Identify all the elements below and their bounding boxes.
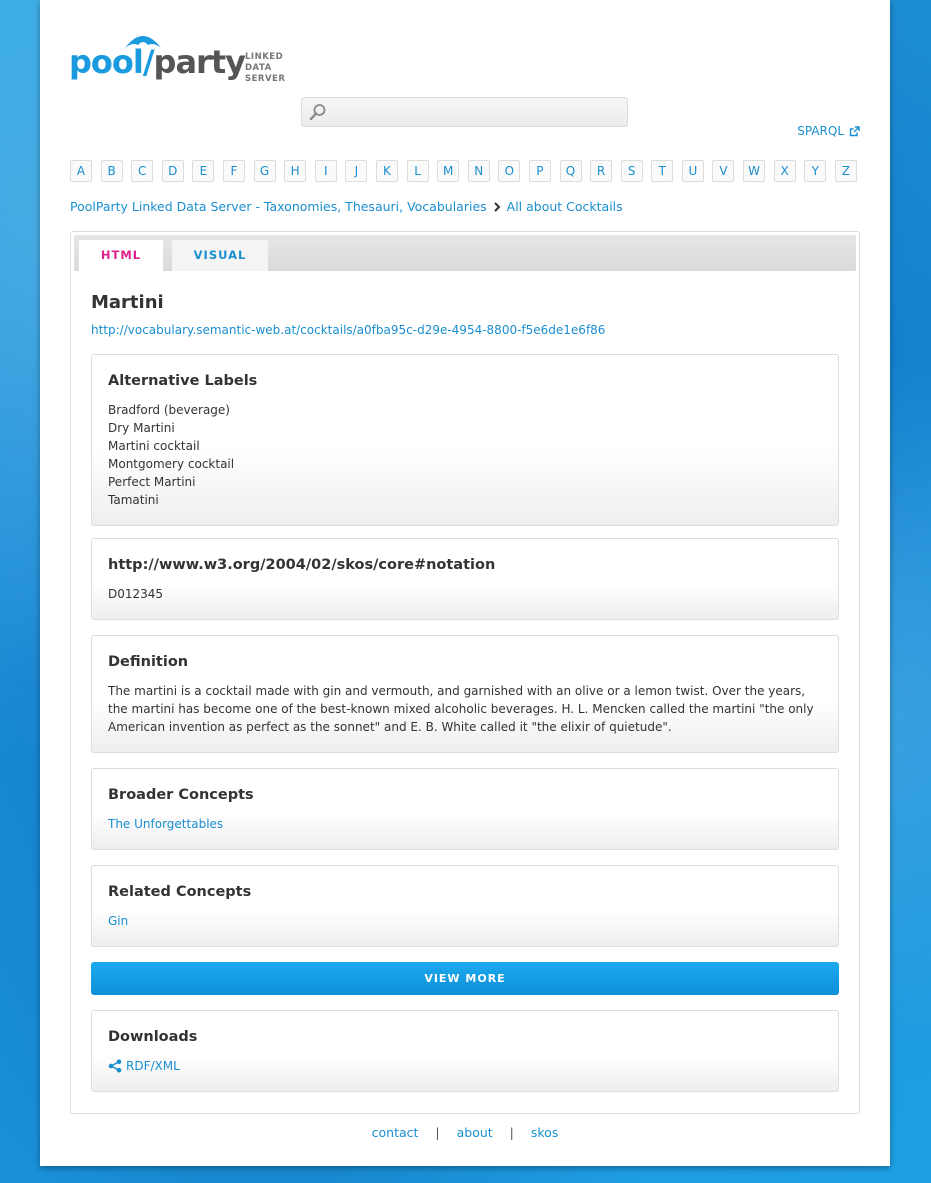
sparql-label: SPARQL	[797, 124, 844, 138]
related-concepts-box	[91, 865, 839, 947]
alphabet-letter-b[interactable]: B	[101, 160, 123, 182]
notation-value: D012345	[108, 587, 164, 601]
notation-box	[91, 538, 839, 620]
downloads-heading: Downloads	[108, 1029, 198, 1045]
tab-visual[interactable]: VISUAL	[172, 240, 268, 271]
related-concepts-heading: Related Concepts	[108, 884, 252, 900]
logo-tagline-line2: SERVER	[245, 74, 286, 84]
search-icon	[309, 103, 327, 121]
page-container	[40, 0, 890, 1166]
footer-about-link[interactable]: about	[456, 1125, 493, 1140]
alphabet-letter-q[interactable]: Q	[560, 160, 582, 182]
alphabet-letter-h[interactable]: H	[284, 160, 306, 182]
alphabet-letter-a[interactable]: A	[70, 160, 92, 182]
alphabet-letter-f[interactable]: F	[223, 160, 245, 182]
alphabet-letter-v[interactable]: V	[712, 160, 734, 182]
alphabet-letter-k[interactable]: K	[376, 160, 398, 182]
concept-uri-link[interactable]: http://vocabulary.semantic-web.at/cocktails/a0fba95c-d29e-4954-8800-f5e6de1e6f86	[91, 323, 606, 337]
breadcrumb	[70, 199, 623, 214]
alphabet-index	[70, 160, 857, 182]
alphabet-letter-s[interactable]: S	[621, 160, 643, 182]
breadcrumb-current-link[interactable]: All about Cocktails	[506, 199, 623, 214]
alt-label-item: Dry Martini	[108, 421, 175, 435]
definition-heading: Definition	[108, 654, 189, 670]
footer-skos-link[interactable]: skos	[530, 1125, 559, 1140]
alphabet-letter-l[interactable]: L	[407, 160, 429, 182]
breadcrumb-home-link[interactable]: PoolParty Linked Data Server - Taxonomies, Thesauri, Vocabularies	[70, 199, 487, 214]
alphabet-letter-u[interactable]: U	[682, 160, 704, 182]
alphabet-letter-e[interactable]: E	[192, 160, 214, 182]
share-icon	[108, 1059, 122, 1073]
alphabet-letter-x[interactable]: X	[774, 160, 796, 182]
rdf-download[interactable]	[108, 1057, 822, 1075]
broader-concept-link[interactable]: The Unforgettables	[108, 817, 224, 831]
footer-separator: |	[509, 1125, 514, 1140]
alphabet-letter-i[interactable]: I	[315, 160, 337, 182]
tab-html[interactable]: HTML	[79, 240, 163, 271]
logo-tagline	[245, 52, 289, 85]
alt-label-item: Montgomery cocktail	[108, 457, 235, 471]
related-concept-link[interactable]: Gin	[108, 914, 129, 928]
definition-text: The martini is a cocktail made with gin and vermouth, and garnished with an olive or a lemon twist. Over the years, the martini has become one of the best-known mixed alcoholic beverages. H. L. Mencken called the martini "the only American invention as perfect as the sonnet" and E. B. White called it "the elixir of quietude".	[108, 684, 814, 734]
alphabet-letter-j[interactable]: J	[345, 160, 367, 182]
search-box[interactable]	[301, 97, 628, 127]
alt-label-item: Bradford (beverage)	[108, 403, 230, 417]
alphabet-letter-t[interactable]: T	[651, 160, 673, 182]
alphabet-letter-m[interactable]: M	[437, 160, 459, 182]
alphabet-letter-p[interactable]: P	[529, 160, 551, 182]
concept-title: Martini	[91, 292, 164, 313]
alphabet-letter-w[interactable]: W	[743, 160, 765, 182]
tab-bar	[74, 235, 856, 271]
downloads-box	[91, 1010, 839, 1092]
alphabet-letter-c[interactable]: C	[131, 160, 153, 182]
poolparty-logo[interactable]	[69, 30, 289, 86]
chevron-right-icon	[493, 202, 501, 212]
sparql-link[interactable]	[797, 124, 860, 138]
search-input[interactable]	[330, 102, 620, 122]
alt-label-item: Perfect Martini	[108, 475, 196, 489]
footer-contact-link[interactable]: contact	[371, 1125, 419, 1140]
footer	[40, 1125, 890, 1140]
logo-wordmark	[69, 44, 245, 80]
alphabet-letter-n[interactable]: N	[468, 160, 490, 182]
logo-slash-text: /	[142, 43, 154, 81]
alphabet-letter-r[interactable]: R	[590, 160, 612, 182]
alphabet-letter-g[interactable]: G	[254, 160, 276, 182]
definition-box	[91, 635, 839, 753]
alt-label-item: Martini cocktail	[108, 439, 200, 453]
alt-label-item: Tamatini	[108, 493, 159, 507]
alternative-labels-heading: Alternative Labels	[108, 373, 258, 389]
notation-heading: http://www.w3.org/2004/02/skos/core#notation	[108, 557, 496, 573]
view-more-button[interactable]: VIEW MORE	[91, 962, 839, 995]
rdf-xml-link[interactable]: RDF/XML	[126, 1059, 180, 1073]
alternative-labels-box	[91, 354, 839, 526]
alphabet-letter-o[interactable]: O	[498, 160, 520, 182]
logo-pool-text: pool	[69, 43, 143, 81]
alphabet-letter-d[interactable]: D	[162, 160, 184, 182]
broader-concepts-box	[91, 768, 839, 850]
logo-party-text: party	[153, 43, 245, 81]
broader-concepts-heading: Broader Concepts	[108, 787, 254, 803]
concept-panel	[70, 231, 860, 1114]
logo-tagline-line1: LINKED DATA	[245, 52, 284, 73]
footer-separator: |	[435, 1125, 440, 1140]
alphabet-letter-z[interactable]: Z	[835, 160, 857, 182]
alphabet-letter-y[interactable]: Y	[804, 160, 826, 182]
external-link-icon	[849, 126, 860, 137]
